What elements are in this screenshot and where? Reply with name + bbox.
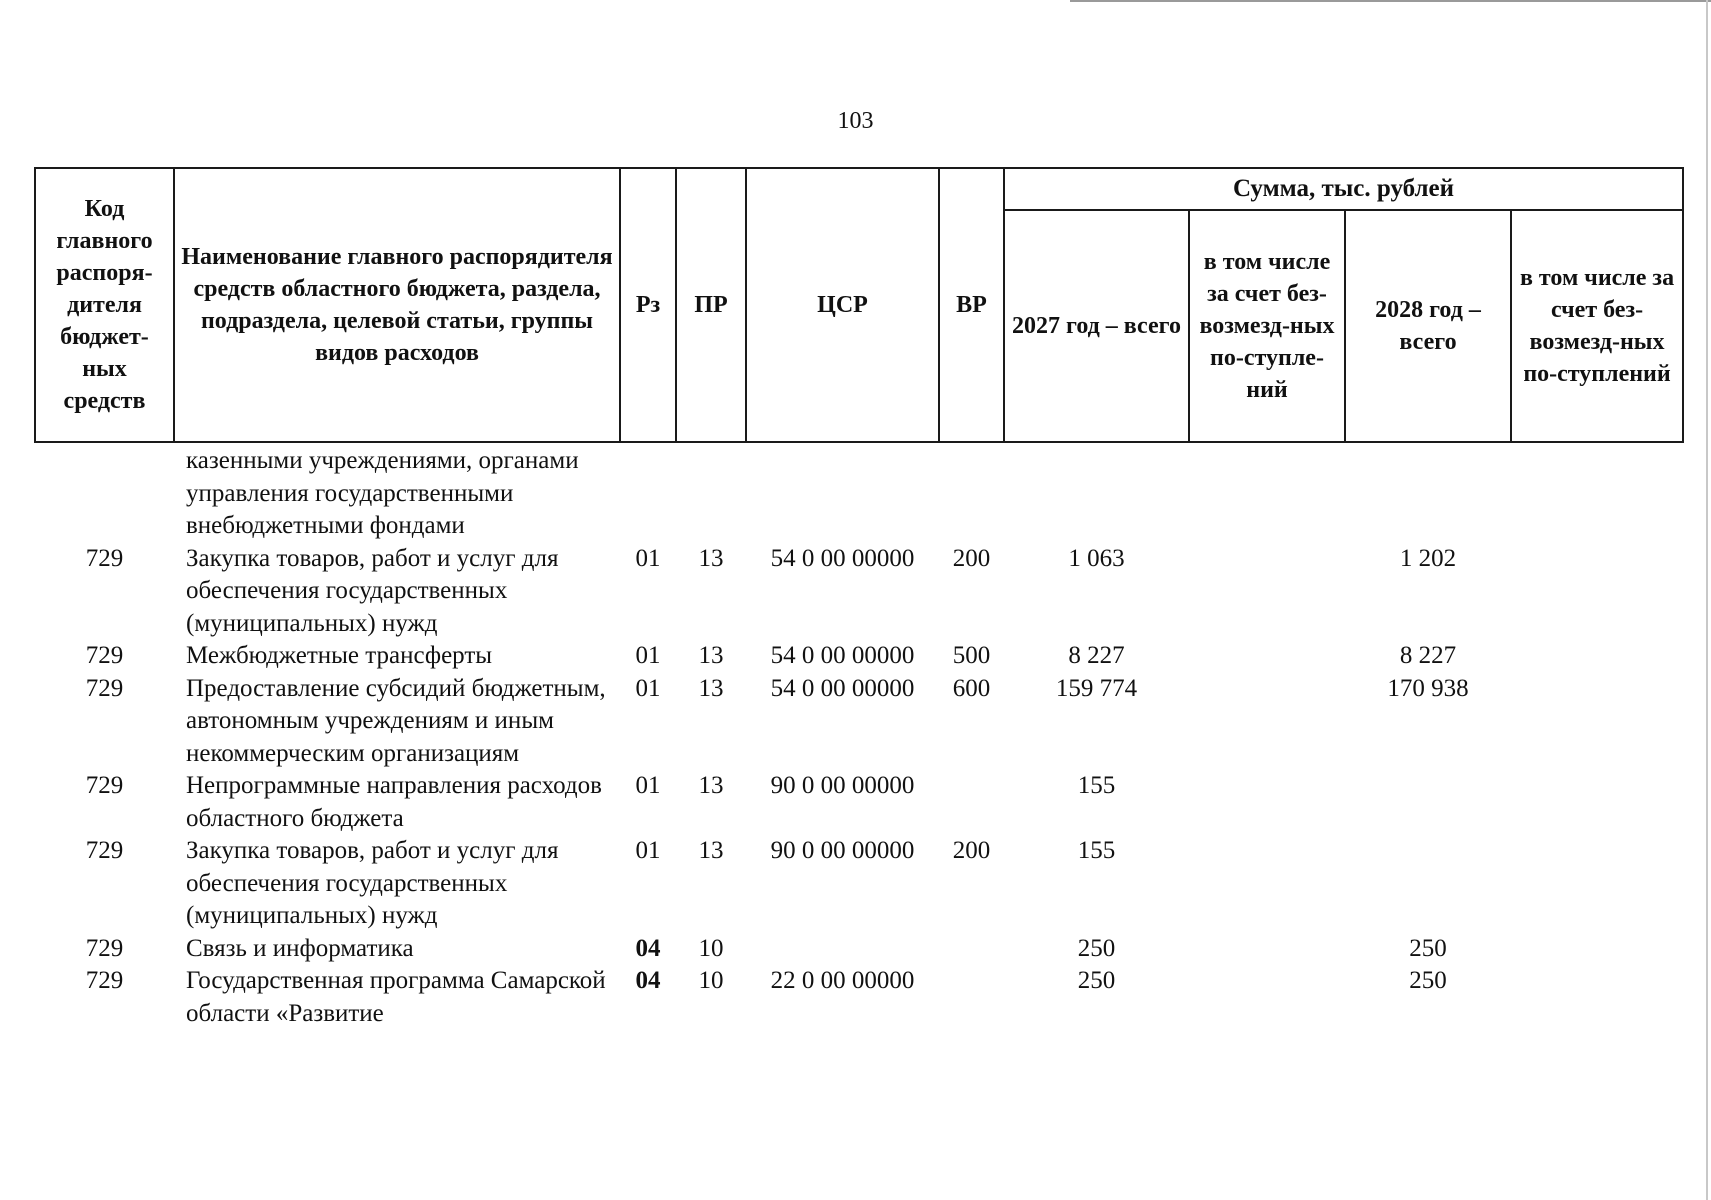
cell-code: 729 (85, 772, 124, 799)
cell-2027-free (1189, 442, 1345, 543)
cell-2028-total: 250 (1409, 934, 1447, 962)
cell-2027-free (1189, 835, 1345, 933)
cell-pr: 13 (698, 837, 724, 864)
cell-csr: 54 0 00 00000 (770, 674, 915, 702)
header-name: Наименование главного распорядителя средств областного бюджета, раздела, подраздела, целевой статьи, группы видов расходов (174, 168, 620, 442)
cell-code: 729 (85, 837, 124, 864)
table-row (35, 543, 1683, 641)
header-2028-free: в том числе за счет без-возмезд-ных по-ступлений (1511, 210, 1683, 442)
cell-2027-free (1189, 640, 1345, 673)
cell-rz: 01 (635, 544, 661, 572)
table-row (35, 965, 1683, 1030)
cell-code: 729 (85, 544, 124, 572)
header-2027-total: 2027 год – всего (1004, 210, 1189, 442)
cell-rz: 01 (635, 674, 661, 702)
cell-2028-total: 250 (1409, 967, 1447, 994)
header-rz: Рз (620, 168, 676, 442)
cell-2028-free (1511, 933, 1683, 966)
cell-name: казенными учреждениями, органами управления государственными внебюджетными фондами (186, 447, 579, 539)
cell-pr: 13 (698, 642, 724, 669)
cell-vr (939, 933, 1004, 966)
cell-2028-total (1345, 770, 1511, 835)
cell-name: Межбюджетные трансферты (186, 642, 493, 669)
cell-name: Государственная программа Самарской области «Развитие (186, 967, 606, 1027)
table-row (35, 835, 1683, 933)
cell-2027-free (1189, 543, 1345, 641)
header-2028-total: 2028 год – всего (1345, 210, 1511, 442)
cell-2027-free (1189, 673, 1345, 771)
cell-pr: 13 (698, 544, 724, 572)
cell-vr: 600 (952, 674, 991, 702)
cell-2028-total (1345, 835, 1511, 933)
cell-2027-total: 250 (1077, 934, 1116, 962)
cell-2027-total: 250 (1077, 967, 1116, 994)
cell-2028-total: 1 202 (1399, 544, 1457, 572)
page-number: 103 (837, 108, 874, 134)
header-vr: ВР (939, 168, 1004, 442)
cell-name: Непрограммные направления расходов областного бюджета (186, 772, 602, 832)
cell-rz: 04 (635, 934, 661, 962)
cell-2027-total: 159 774 (1055, 674, 1138, 702)
cell-2028-free (1511, 543, 1683, 641)
right-edge-rule (1706, 0, 1708, 1200)
cell-2028-total: 170 938 (1387, 674, 1469, 702)
cell-2028-free (1511, 770, 1683, 835)
header-pr: ПР (676, 168, 746, 442)
cell-2028-free (1511, 442, 1683, 543)
cell-rz: 01 (635, 772, 661, 799)
cell-pr: 13 (698, 772, 724, 799)
cell-2027-free (1189, 933, 1345, 966)
cell-2027-total: 8 227 (1068, 642, 1125, 669)
cell-pr: 10 (698, 934, 724, 962)
table-row (35, 770, 1683, 835)
header-code: Код главного распоря-дителя бюджет-ных средств (35, 168, 174, 442)
cell-rz: 01 (635, 837, 661, 864)
cell-name: Предоставление субсидий бюджетным, автономным учреждениям и иным некоммерческим организациям (186, 674, 606, 767)
header-sum-group: Сумма, тыс. рублей (1004, 168, 1683, 210)
cell-vr (939, 770, 1004, 835)
table-row (35, 673, 1683, 771)
cell-rz: 01 (635, 642, 661, 669)
header-csr: ЦСР (746, 168, 939, 442)
cell-csr: 90 0 00 00000 (770, 837, 915, 864)
cell-pr: 13 (698, 674, 724, 702)
budget-table (34, 167, 1684, 1030)
table-body (35, 442, 1683, 1030)
cell-csr: 54 0 00 00000 (770, 544, 915, 572)
cell-2027-free (1189, 965, 1345, 1030)
cell-pr (676, 442, 746, 543)
cell-2028-free (1511, 673, 1683, 771)
cell-code: 729 (85, 967, 124, 994)
cell-pr: 10 (698, 967, 724, 994)
cell-vr: 200 (952, 837, 991, 864)
cell-name: Закупка товаров, работ и услуг для обеспечения государственных (муниципальных) нужд (186, 837, 559, 929)
cell-2028-total (1345, 442, 1511, 543)
cell-code (35, 442, 174, 543)
cell-name: Связь и информатика (186, 934, 414, 962)
cell-rz: 04 (635, 967, 661, 994)
cell-csr: 22 0 00 00000 (770, 967, 915, 994)
cell-2028-free (1511, 835, 1683, 933)
table-row (35, 933, 1683, 966)
cell-2027-total: 1 063 (1068, 544, 1125, 572)
cell-code: 729 (85, 934, 124, 962)
cell-vr (939, 965, 1004, 1030)
cell-vr (939, 442, 1004, 543)
cell-2028-free (1511, 965, 1683, 1030)
cell-name: Закупка товаров, работ и услуг для обеспечения государственных (муниципальных) нужд (186, 544, 559, 637)
cell-2027-free (1189, 770, 1345, 835)
cell-csr (746, 442, 939, 543)
cell-vr: 200 (952, 544, 991, 572)
table-row (35, 442, 1683, 543)
cell-code: 729 (85, 642, 124, 669)
table-header (35, 168, 1683, 442)
cell-code: 729 (85, 674, 124, 702)
cell-csr: 54 0 00 00000 (770, 642, 915, 669)
table-row (35, 640, 1683, 673)
cell-csr (746, 933, 939, 966)
cell-2027-total: 155 (1077, 772, 1116, 799)
cell-2028-total: 8 227 (1399, 642, 1457, 669)
cell-2027-total (1004, 442, 1189, 543)
top-edge-rule (1070, 0, 1711, 2)
cell-2028-free (1511, 640, 1683, 673)
cell-csr: 90 0 00 00000 (770, 772, 915, 799)
cell-rz (620, 442, 676, 543)
header-2027-free: в том числе за счет без-возмезд-ных по-ступле-ний (1189, 210, 1345, 442)
cell-vr: 500 (952, 642, 991, 669)
cell-2027-total: 155 (1077, 837, 1116, 864)
